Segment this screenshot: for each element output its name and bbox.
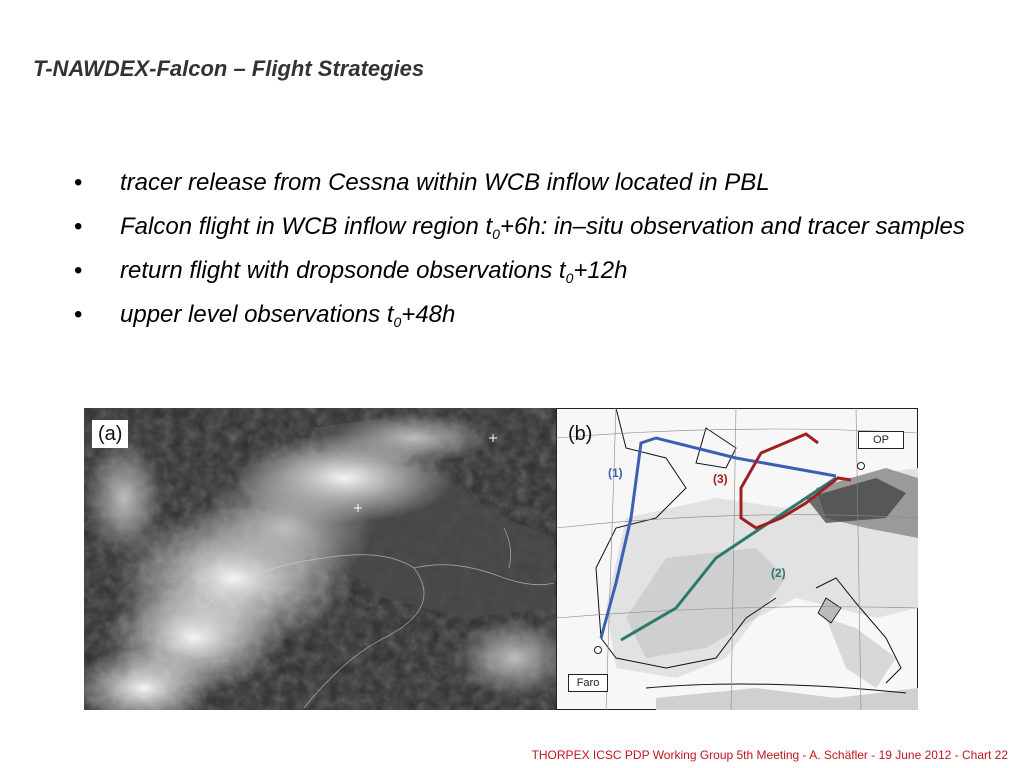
flight-route-map: [556, 408, 918, 710]
bullet-dot: •: [74, 169, 83, 196]
satellite-image: [84, 408, 556, 710]
bullet-dot: •: [74, 213, 83, 240]
slide-title: T-NAWDEX-Falcon – Flight Strategies: [33, 56, 425, 81]
figure: [84, 408, 918, 710]
satellite-image-panel: [84, 408, 556, 710]
bullet-dot: •: [74, 301, 83, 328]
route-1-label: (1): [608, 466, 623, 480]
bullet-item: • return flight with dropsonde observations $t_0+12h$: [74, 254, 974, 287]
bullet-list: [74, 166, 974, 342]
panel-b-label: (b): [568, 423, 593, 445]
station-op-label: OP: [858, 431, 904, 449]
bullet-item: • Falcon flight in WCB inflow region $t_0+6h$: in–situ observation and tracer samples: [74, 210, 974, 243]
route-3-label: (3): [713, 472, 728, 486]
route-2-label: (2): [771, 566, 786, 580]
slide-footer: THORPEX ICSC PDP Working Group 5th Meeting - A. Schäfler - 19 June 2012 - Chart 22: [531, 748, 1008, 762]
panel-a-label: (a): [92, 420, 128, 448]
bullet-dot: •: [74, 257, 83, 284]
bullet-item: • tracer release from Cessna within WCB inflow located in PBL: [74, 166, 974, 199]
station-faro-label: Faro: [568, 674, 608, 692]
route-map: [556, 408, 918, 710]
bullet-item: • upper level observations $t_0+48h$: [74, 298, 974, 331]
